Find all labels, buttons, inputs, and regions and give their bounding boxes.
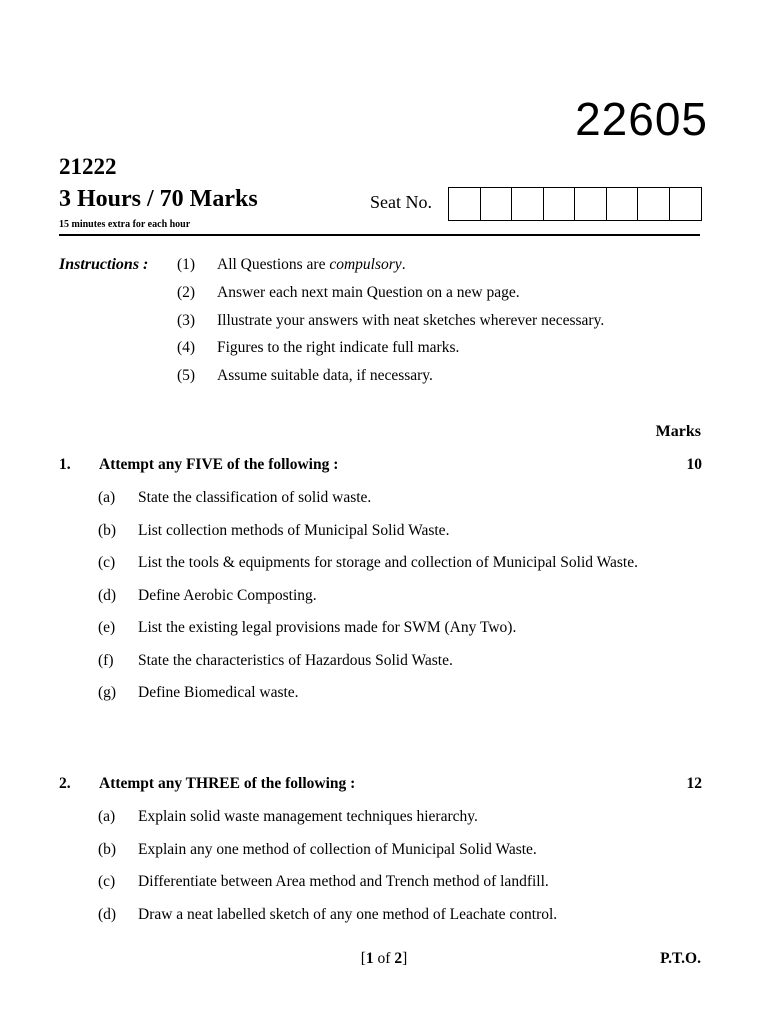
seat-box[interactable]	[449, 188, 481, 220]
subquestion	[98, 583, 664, 609]
question-marks: 12	[686, 775, 702, 792]
subquestion-text: Draw a neat labelled sketch of any one method of Leachate control.	[138, 905, 558, 923]
subquestion	[98, 869, 664, 895]
subquestion-text: List the existing legal provisions made for SWM (Any Two).	[138, 619, 517, 636]
subquestion	[98, 518, 664, 544]
instruction-item	[177, 367, 604, 395]
seat-box[interactable]	[544, 188, 576, 220]
question-title: Attempt any THREE of the following :	[99, 775, 356, 792]
subquestion-text: Differentiate between Area method and Trench method of landfill.	[138, 873, 549, 890]
seat-box[interactable]	[670, 188, 702, 220]
subquestion-text: Explain any one method of collection of Municipal Solid Waste.	[138, 840, 537, 858]
please-turn-over: P.T.O.	[660, 950, 701, 967]
subquestion-text: List collection methods of Municipal Solid Waste.	[138, 521, 450, 539]
subquestion	[98, 550, 664, 576]
subquestion-label: (c)	[98, 873, 116, 890]
marks-column-heading: Marks	[655, 423, 701, 440]
subquestion-label: (c)	[98, 554, 116, 571]
seat-number-boxes[interactable]	[448, 187, 702, 221]
seat-box[interactable]	[575, 188, 607, 220]
subquestion	[98, 804, 664, 830]
subquestion	[98, 615, 664, 641]
seat-box[interactable]	[512, 188, 544, 220]
seat-box[interactable]	[607, 188, 639, 220]
subquestion	[98, 648, 664, 674]
instruction-number: (5)	[177, 367, 196, 385]
instruction-text: Illustrate your answers with neat sketches wherever necessary.	[217, 311, 605, 329]
question-heading	[59, 775, 702, 793]
subquestion	[98, 902, 664, 928]
page-number: [1 of 2]	[360, 950, 408, 967]
subquestion-label: (b)	[98, 840, 117, 858]
subquestion-label: (d)	[98, 586, 117, 604]
subquestion-text: List the tools & equipments for storage and collection of Municipal Solid Waste.	[138, 554, 638, 571]
question-title: Attempt any FIVE of the following :	[99, 456, 339, 473]
subquestion-text: State the classification of solid waste.	[138, 489, 372, 506]
extra-time-note: 15 minutes extra for each hour	[59, 219, 191, 230]
page-current: 1	[365, 950, 374, 967]
instruction-number: (2)	[177, 283, 196, 301]
subquestion-text: Define Aerobic Composting.	[138, 586, 317, 604]
instruction-item	[177, 256, 604, 284]
instruction-number: (4)	[177, 339, 196, 357]
subquestion	[98, 485, 664, 511]
subquestion	[98, 680, 664, 706]
instruction-text: All Questions are compulsory.	[217, 256, 406, 273]
page-total: 2	[394, 950, 403, 967]
subquestion-label: (d)	[98, 905, 117, 923]
subquestion-text: Define Biomedical waste.	[138, 684, 299, 701]
subquestion-list	[98, 485, 664, 713]
page-of-word: of	[377, 950, 391, 967]
instruction-item	[177, 312, 604, 340]
instructions-label: Instructions :	[59, 256, 149, 273]
question-number: 1.	[59, 456, 71, 473]
instruction-text: Figures to the right indicate full marks.	[217, 339, 460, 357]
instruction-text: Answer each next main Question on a new page.	[217, 283, 520, 301]
subject-code: 22605	[575, 93, 708, 145]
header-divider	[59, 234, 700, 236]
instructions-list	[177, 256, 604, 395]
subquestion-label: (g)	[98, 684, 117, 701]
seat-box[interactable]	[481, 188, 513, 220]
paper-code: 21222	[59, 154, 117, 179]
subquestion	[98, 837, 664, 863]
duration-marks: 3 Hours / 70 Marks	[59, 186, 258, 212]
subquestion-label: (a)	[98, 489, 116, 506]
subquestion-text: State the characteristics of Hazardous Solid Waste.	[138, 651, 453, 669]
subquestion-label: (a)	[98, 808, 116, 825]
seat-number-label: Seat No.	[370, 192, 432, 212]
subquestion-label: (e)	[98, 619, 116, 636]
subquestion-text: Explain solid waste management techniques hierarchy.	[138, 808, 478, 825]
instruction-number: (3)	[177, 311, 196, 329]
question-heading	[59, 456, 702, 474]
seat-box[interactable]	[638, 188, 670, 220]
question-number: 2.	[59, 775, 71, 792]
instruction-text: Assume suitable data, if necessary.	[217, 367, 433, 385]
instruction-item	[177, 339, 604, 367]
subquestion-list	[98, 804, 664, 934]
subquestion-label: (f)	[98, 651, 114, 669]
instruction-item	[177, 284, 604, 312]
question-marks: 10	[686, 456, 702, 473]
subquestion-label: (b)	[98, 521, 117, 539]
instruction-number: (1)	[177, 256, 196, 273]
